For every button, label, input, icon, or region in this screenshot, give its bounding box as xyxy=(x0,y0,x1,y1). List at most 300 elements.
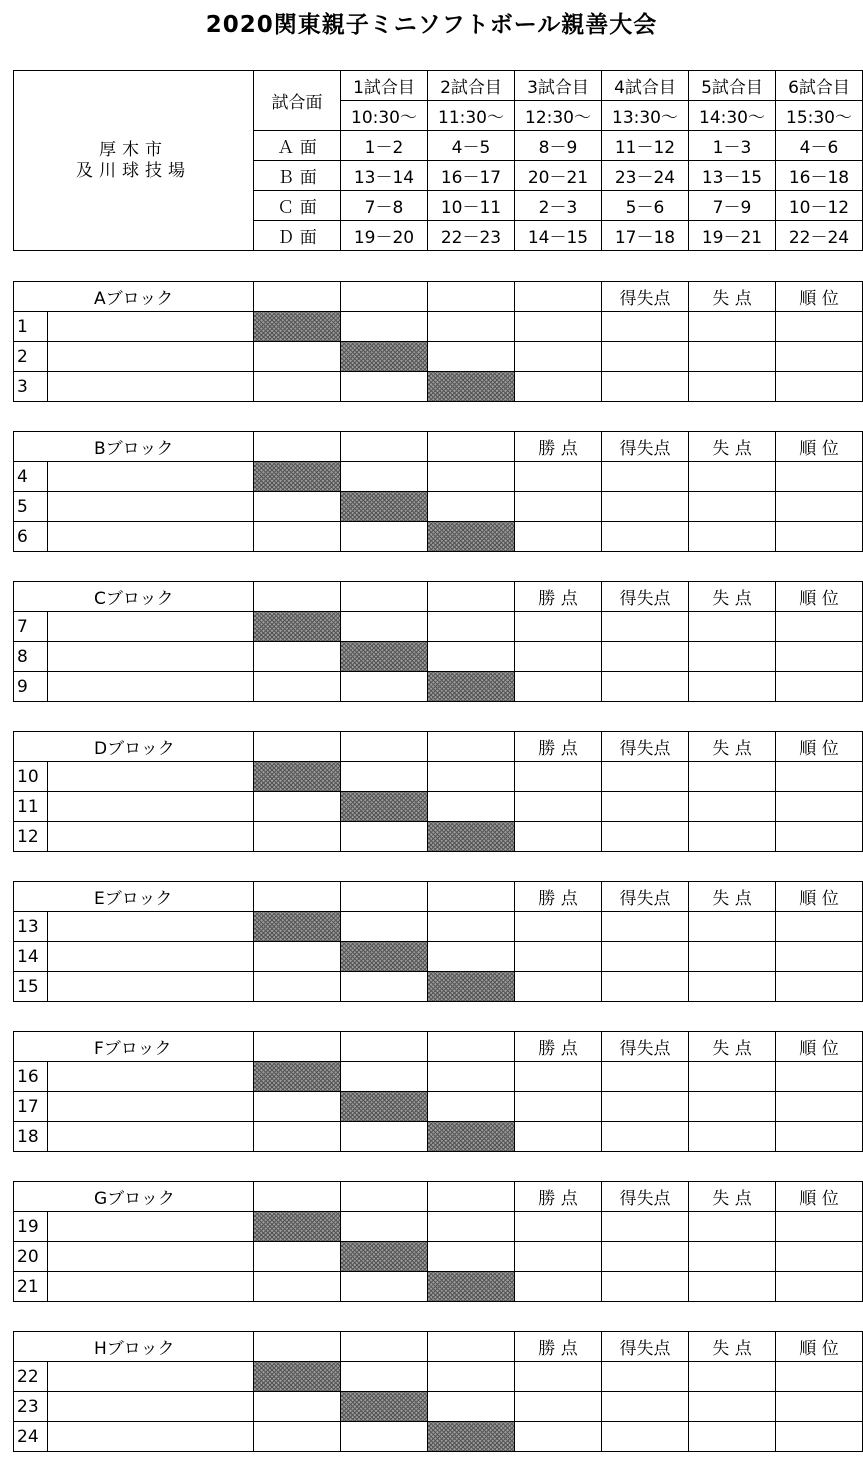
block-name: Eブロック xyxy=(14,882,254,912)
team-number: 19 xyxy=(14,1212,48,1242)
vs-header xyxy=(341,582,428,612)
page-title: 2020関東親子ミニソフトボール親善大会 xyxy=(205,12,658,38)
goal-diff-header: 得失点 xyxy=(602,1332,689,1362)
score-cell xyxy=(341,462,428,492)
score-cell xyxy=(428,912,515,942)
game-cell: 14－15 xyxy=(515,221,602,251)
block-table xyxy=(13,1031,863,1152)
diagonal-hatched-cell xyxy=(341,1092,428,1122)
game-cell: 22－24 xyxy=(776,221,863,251)
goal-diff-cell xyxy=(602,942,689,972)
lost-points-cell xyxy=(689,822,776,852)
venue-cell xyxy=(14,71,254,251)
win-points-header: 勝 点 xyxy=(515,1332,602,1362)
lost-points-header: 失 点 xyxy=(689,1332,776,1362)
win-points-header: 勝 点 xyxy=(515,882,602,912)
win-points-cell xyxy=(515,612,602,642)
rank-cell xyxy=(776,1092,863,1122)
score-cell xyxy=(341,1362,428,1392)
score-cell xyxy=(341,522,428,552)
team-number: 23 xyxy=(14,1392,48,1422)
block-name: Gブロック xyxy=(14,1182,254,1212)
score-cell xyxy=(341,372,428,402)
game-cell: 5－6 xyxy=(602,191,689,221)
score-cell xyxy=(254,1272,341,1302)
score-cell xyxy=(428,642,515,672)
team-row xyxy=(14,492,863,522)
win-points-cell xyxy=(515,1212,602,1242)
diagonal-hatched-cell xyxy=(254,912,341,942)
lost-points-cell xyxy=(689,522,776,552)
vs-header xyxy=(341,882,428,912)
lost-points-header: 失 点 xyxy=(689,582,776,612)
team-number: 2 xyxy=(14,342,48,372)
rank-header: 順 位 xyxy=(776,282,863,312)
win-points-cell xyxy=(515,1122,602,1152)
win-points-cell xyxy=(515,972,602,1002)
rank-cell xyxy=(776,1122,863,1152)
goal-diff-cell xyxy=(602,1392,689,1422)
court-header: 試合面 xyxy=(254,71,341,131)
team-name-cell xyxy=(48,312,254,342)
game-cell: 10－12 xyxy=(776,191,863,221)
lost-points-cell xyxy=(689,942,776,972)
score-cell xyxy=(254,522,341,552)
team-number: 1 xyxy=(14,312,48,342)
team-row xyxy=(14,1212,863,1242)
score-cell xyxy=(254,822,341,852)
vs-header xyxy=(341,732,428,762)
team-name-cell xyxy=(48,372,254,402)
win-points-cell xyxy=(515,312,602,342)
block-header-row xyxy=(14,1182,863,1212)
team-number: 8 xyxy=(14,642,48,672)
team-name-cell xyxy=(48,672,254,702)
block-name: Hブロック xyxy=(14,1332,254,1362)
team-name-cell xyxy=(48,972,254,1002)
goal-diff-header: 得失点 xyxy=(602,882,689,912)
vs-header xyxy=(341,1332,428,1362)
score-cell xyxy=(341,762,428,792)
rank-cell xyxy=(776,1272,863,1302)
goal-diff-cell xyxy=(602,822,689,852)
diagonal-hatched-cell xyxy=(428,1272,515,1302)
lost-points-cell xyxy=(689,492,776,522)
team-name-cell xyxy=(48,942,254,972)
match-header: 4試合目 xyxy=(602,71,689,101)
goal-diff-header: 得失点 xyxy=(602,282,689,312)
win-points-cell xyxy=(515,522,602,552)
schedule-table xyxy=(13,70,863,251)
goal-diff-cell xyxy=(602,762,689,792)
match-header: 2試合目 xyxy=(428,71,515,101)
game-cell: 16－18 xyxy=(776,161,863,191)
game-cell: 17－18 xyxy=(602,221,689,251)
team-row xyxy=(14,522,863,552)
venue-city: 厚木市 xyxy=(99,139,168,160)
score-cell xyxy=(341,1272,428,1302)
game-cell: 22－23 xyxy=(428,221,515,251)
goal-diff-cell xyxy=(602,1062,689,1092)
score-cell xyxy=(254,642,341,672)
score-cell xyxy=(428,1092,515,1122)
match-time: 15:30～ xyxy=(776,101,863,131)
lost-points-header: 失 点 xyxy=(689,882,776,912)
match-time: 12:30～ xyxy=(515,101,602,131)
team-row xyxy=(14,642,863,672)
goal-diff-cell xyxy=(602,372,689,402)
team-number: 7 xyxy=(14,612,48,642)
rank-header: 順 位 xyxy=(776,432,863,462)
win-points-cell xyxy=(515,762,602,792)
team-name-cell xyxy=(48,1422,254,1452)
score-cell xyxy=(428,1392,515,1422)
team-number: 4 xyxy=(14,462,48,492)
score-cell xyxy=(254,1422,341,1452)
score-cell xyxy=(428,1212,515,1242)
lost-points-cell xyxy=(689,912,776,942)
team-name-cell xyxy=(48,1122,254,1152)
rank-header: 順 位 xyxy=(776,1032,863,1062)
game-cell: 20－21 xyxy=(515,161,602,191)
block-table xyxy=(13,281,863,402)
team-row xyxy=(14,762,863,792)
diagonal-hatched-cell xyxy=(428,822,515,852)
match-time: 11:30～ xyxy=(428,101,515,131)
block-name: Dブロック xyxy=(14,732,254,762)
score-cell xyxy=(341,672,428,702)
win-points-header: 勝 点 xyxy=(515,1032,602,1062)
diagonal-hatched-cell xyxy=(254,462,341,492)
lost-points-cell xyxy=(689,762,776,792)
court-name: Ｄ 面 xyxy=(254,221,341,251)
block-name: Aブロック xyxy=(14,282,254,312)
team-row xyxy=(14,462,863,492)
win-points-cell xyxy=(515,912,602,942)
score-cell xyxy=(341,912,428,942)
vs-header xyxy=(428,882,515,912)
lost-points-header: 失 点 xyxy=(689,1182,776,1212)
team-name-cell xyxy=(48,1242,254,1272)
rank-cell xyxy=(776,642,863,672)
score-cell xyxy=(254,792,341,822)
game-cell: 13－14 xyxy=(341,161,428,191)
win-points-cell xyxy=(515,1092,602,1122)
score-cell xyxy=(428,342,515,372)
rank-cell xyxy=(776,912,863,942)
rank-cell xyxy=(776,1212,863,1242)
score-cell xyxy=(428,1362,515,1392)
score-cell xyxy=(254,492,341,522)
win-points-cell xyxy=(515,1242,602,1272)
rank-cell xyxy=(776,372,863,402)
team-number: 18 xyxy=(14,1122,48,1152)
block-header-row xyxy=(14,1332,863,1362)
game-cell: 4－5 xyxy=(428,131,515,161)
team-name-cell xyxy=(48,522,254,552)
team-row xyxy=(14,672,863,702)
goal-diff-cell xyxy=(602,612,689,642)
win-points-header xyxy=(515,282,602,312)
goal-diff-cell xyxy=(602,912,689,942)
score-cell xyxy=(254,1392,341,1422)
diagonal-hatched-cell xyxy=(428,1422,515,1452)
game-cell: 4－6 xyxy=(776,131,863,161)
block-table xyxy=(13,731,863,852)
block-table xyxy=(13,431,863,552)
diagonal-hatched-cell xyxy=(254,1362,341,1392)
diagonal-hatched-cell xyxy=(341,642,428,672)
goal-diff-header: 得失点 xyxy=(602,1182,689,1212)
team-number: 12 xyxy=(14,822,48,852)
game-cell: 19－21 xyxy=(689,221,776,251)
score-cell xyxy=(254,372,341,402)
team-row xyxy=(14,372,863,402)
rank-cell xyxy=(776,612,863,642)
lost-points-cell xyxy=(689,642,776,672)
game-cell: 19－20 xyxy=(341,221,428,251)
goal-diff-cell xyxy=(602,522,689,552)
rank-header: 順 位 xyxy=(776,882,863,912)
vs-header xyxy=(428,1182,515,1212)
game-cell: 1－3 xyxy=(689,131,776,161)
team-name-cell xyxy=(48,642,254,672)
block-table xyxy=(13,1331,863,1452)
lost-points-header: 失 点 xyxy=(689,732,776,762)
rank-cell xyxy=(776,312,863,342)
vs-header xyxy=(254,582,341,612)
team-row xyxy=(14,942,863,972)
lost-points-cell xyxy=(689,1242,776,1272)
score-cell xyxy=(428,942,515,972)
match-header: 6試合目 xyxy=(776,71,863,101)
block-name: Fブロック xyxy=(14,1032,254,1062)
score-cell xyxy=(428,612,515,642)
score-cell xyxy=(428,1062,515,1092)
rank-cell xyxy=(776,492,863,522)
vs-header xyxy=(254,1182,341,1212)
rank-cell xyxy=(776,1362,863,1392)
vs-header xyxy=(428,282,515,312)
score-cell xyxy=(254,342,341,372)
win-points-cell xyxy=(515,792,602,822)
rank-cell xyxy=(776,972,863,1002)
game-cell: 1－2 xyxy=(341,131,428,161)
rank-cell xyxy=(776,672,863,702)
block-table xyxy=(13,1181,863,1302)
game-cell: 7－8 xyxy=(341,191,428,221)
goal-diff-header: 得失点 xyxy=(602,1032,689,1062)
goal-diff-cell xyxy=(602,1092,689,1122)
score-cell xyxy=(341,1422,428,1452)
team-number: 24 xyxy=(14,1422,48,1452)
team-row xyxy=(14,342,863,372)
team-row xyxy=(14,972,863,1002)
vs-header xyxy=(341,1182,428,1212)
vs-header xyxy=(341,432,428,462)
team-name-cell xyxy=(48,612,254,642)
win-points-cell xyxy=(515,672,602,702)
rank-header: 順 位 xyxy=(776,732,863,762)
diagonal-hatched-cell xyxy=(254,762,341,792)
score-cell xyxy=(254,972,341,1002)
game-cell: 7－9 xyxy=(689,191,776,221)
rank-header: 順 位 xyxy=(776,1332,863,1362)
win-points-cell xyxy=(515,942,602,972)
goal-diff-cell xyxy=(602,1242,689,1272)
team-name-cell xyxy=(48,762,254,792)
block-header-row xyxy=(14,432,863,462)
score-cell xyxy=(428,762,515,792)
team-row xyxy=(14,1422,863,1452)
diagonal-hatched-cell xyxy=(254,1212,341,1242)
game-cell: 8－9 xyxy=(515,131,602,161)
lost-points-cell xyxy=(689,1212,776,1242)
lost-points-cell xyxy=(689,972,776,1002)
court-name: Ｂ 面 xyxy=(254,161,341,191)
lost-points-header: 失 点 xyxy=(689,282,776,312)
win-points-cell xyxy=(515,1272,602,1302)
win-points-header: 勝 点 xyxy=(515,1182,602,1212)
team-row xyxy=(14,912,863,942)
match-time: 14:30～ xyxy=(689,101,776,131)
goal-diff-header: 得失点 xyxy=(602,432,689,462)
score-cell xyxy=(341,1212,428,1242)
win-points-cell xyxy=(515,1392,602,1422)
block-name: Bブロック xyxy=(14,432,254,462)
score-cell xyxy=(341,312,428,342)
rank-cell xyxy=(776,822,863,852)
team-name-cell xyxy=(48,1062,254,1092)
match-time: 10:30～ xyxy=(341,101,428,131)
lost-points-cell xyxy=(689,1092,776,1122)
rank-header: 順 位 xyxy=(776,582,863,612)
score-cell xyxy=(341,972,428,1002)
diagonal-hatched-cell xyxy=(341,1242,428,1272)
score-cell xyxy=(428,462,515,492)
vs-header xyxy=(254,1332,341,1362)
team-row xyxy=(14,1392,863,1422)
score-cell xyxy=(254,1092,341,1122)
win-points-header: 勝 点 xyxy=(515,732,602,762)
court-name: Ｃ 面 xyxy=(254,191,341,221)
goal-diff-cell xyxy=(602,642,689,672)
game-cell: 2－3 xyxy=(515,191,602,221)
lost-points-cell xyxy=(689,1062,776,1092)
goal-diff-cell xyxy=(602,972,689,1002)
block-table xyxy=(13,881,863,1002)
score-cell xyxy=(254,1242,341,1272)
team-number: 9 xyxy=(14,672,48,702)
score-cell xyxy=(341,612,428,642)
block-header-row xyxy=(14,882,863,912)
goal-diff-cell xyxy=(602,462,689,492)
game-cell: 10－11 xyxy=(428,191,515,221)
team-row xyxy=(14,822,863,852)
vs-header xyxy=(428,1032,515,1062)
team-row xyxy=(14,792,863,822)
win-points-cell xyxy=(515,1062,602,1092)
diagonal-hatched-cell xyxy=(254,312,341,342)
lost-points-cell xyxy=(689,312,776,342)
diagonal-hatched-cell xyxy=(254,612,341,642)
team-number: 3 xyxy=(14,372,48,402)
score-cell xyxy=(428,492,515,522)
diagonal-hatched-cell xyxy=(341,1392,428,1422)
goal-diff-cell xyxy=(602,792,689,822)
score-cell xyxy=(341,1122,428,1152)
diagonal-hatched-cell xyxy=(254,1062,341,1092)
diagonal-hatched-cell xyxy=(428,1122,515,1152)
team-number: 6 xyxy=(14,522,48,552)
team-number: 20 xyxy=(14,1242,48,1272)
goal-diff-cell xyxy=(602,1272,689,1302)
game-cell: 16－17 xyxy=(428,161,515,191)
goal-diff-cell xyxy=(602,1362,689,1392)
team-name-cell xyxy=(48,1362,254,1392)
game-cell: 23－24 xyxy=(602,161,689,191)
rank-cell xyxy=(776,1062,863,1092)
win-points-cell xyxy=(515,642,602,672)
vs-header xyxy=(254,1032,341,1062)
goal-diff-cell xyxy=(602,492,689,522)
goal-diff-cell xyxy=(602,672,689,702)
team-name-cell xyxy=(48,822,254,852)
block-header-row xyxy=(14,732,863,762)
match-time: 13:30～ xyxy=(602,101,689,131)
team-name-cell xyxy=(48,1392,254,1422)
game-cell: 13－15 xyxy=(689,161,776,191)
team-name-cell xyxy=(48,1092,254,1122)
team-number: 14 xyxy=(14,942,48,972)
win-points-header: 勝 点 xyxy=(515,432,602,462)
win-points-cell xyxy=(515,822,602,852)
lost-points-cell xyxy=(689,1422,776,1452)
win-points-cell xyxy=(515,1422,602,1452)
vs-header xyxy=(428,732,515,762)
team-number: 10 xyxy=(14,762,48,792)
team-name-cell xyxy=(48,1212,254,1242)
block-header-row xyxy=(14,582,863,612)
team-number: 11 xyxy=(14,792,48,822)
vs-header xyxy=(254,882,341,912)
score-cell xyxy=(428,1242,515,1272)
rank-cell xyxy=(776,792,863,822)
score-cell xyxy=(428,312,515,342)
team-row xyxy=(14,1362,863,1392)
lost-points-cell xyxy=(689,1362,776,1392)
goal-diff-cell xyxy=(602,312,689,342)
diagonal-hatched-cell xyxy=(341,792,428,822)
score-cell xyxy=(341,1062,428,1092)
rank-cell xyxy=(776,1422,863,1452)
rank-cell xyxy=(776,1242,863,1272)
team-row xyxy=(14,1092,863,1122)
team-name-cell xyxy=(48,492,254,522)
score-cell xyxy=(254,942,341,972)
goal-diff-header: 得失点 xyxy=(602,582,689,612)
block-name: Cブロック xyxy=(14,582,254,612)
team-row xyxy=(14,612,863,642)
team-name-cell xyxy=(48,912,254,942)
team-row xyxy=(14,1272,863,1302)
win-points-cell xyxy=(515,372,602,402)
rank-cell xyxy=(776,942,863,972)
block-header-row xyxy=(14,282,863,312)
vs-header xyxy=(428,432,515,462)
score-cell xyxy=(341,822,428,852)
diagonal-hatched-cell xyxy=(428,522,515,552)
